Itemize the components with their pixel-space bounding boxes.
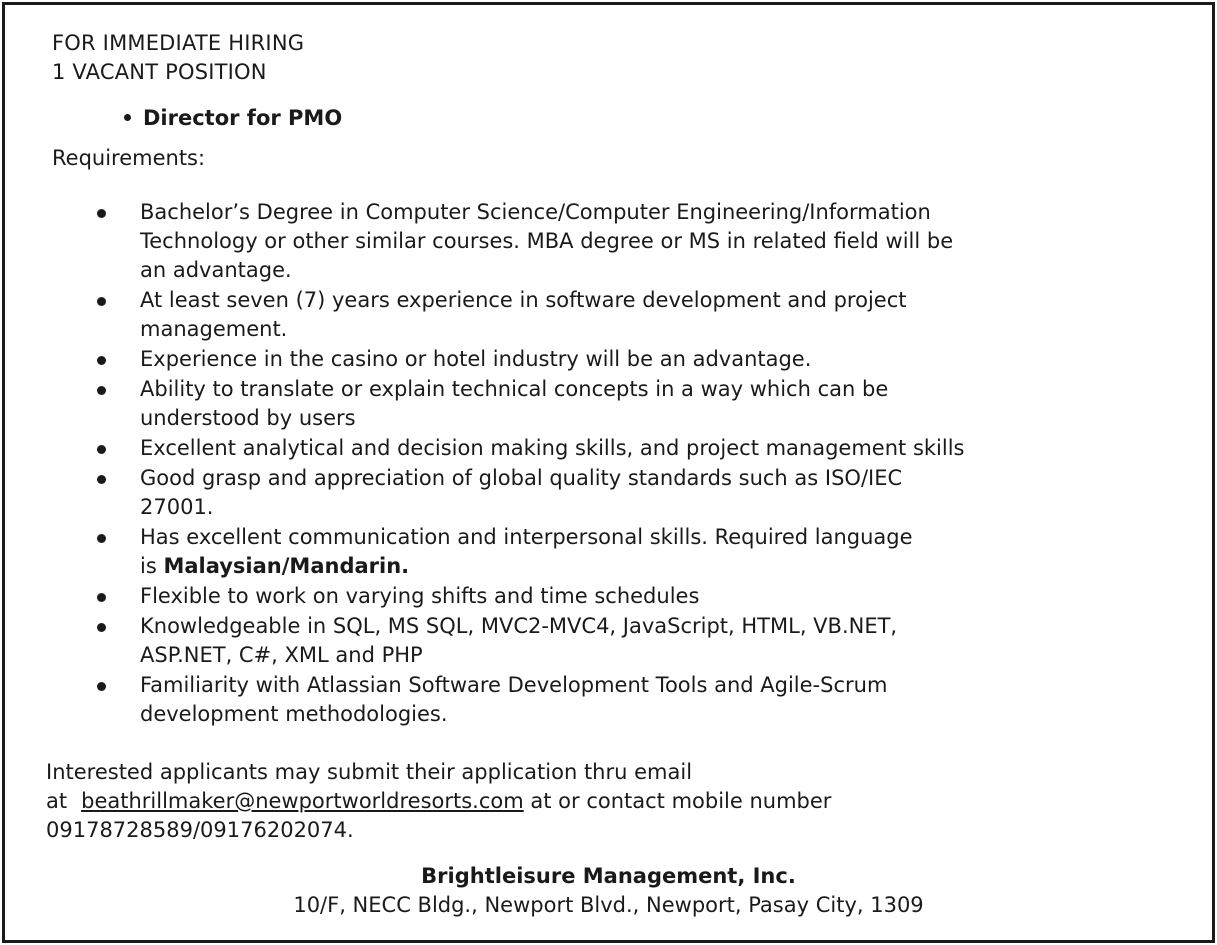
requirement-item	[0, 198, 1217, 285]
requirement-line: an advantage.	[140, 258, 292, 282]
requirement-line: Ability to translate or explain technical concepts in a way which can be	[140, 377, 889, 401]
requirements-list	[0, 198, 1217, 730]
contact-after-email: at or contact mobile number	[523, 789, 832, 813]
contact-info	[46, 758, 831, 845]
company-address: 10/F, NECC Bldg., Newport Blvd., Newport, Pasay City, 1309	[293, 893, 924, 917]
requirement-item	[0, 671, 1217, 729]
bullet-icon	[97, 623, 106, 632]
requirement-line: understood by users	[140, 406, 356, 430]
contact-at-label: at	[46, 789, 68, 813]
contact-phones: 09178728589/09176202074.	[46, 818, 354, 842]
bullet-icon	[97, 593, 106, 602]
requirement-item	[0, 464, 1217, 522]
requirement-item	[0, 612, 1217, 670]
bullet-icon	[97, 445, 106, 454]
required-language: Malaysian/Mandarin.	[163, 554, 410, 578]
requirement-line: Good grasp and appreciation of global quality standards such as ISO/IEC	[140, 466, 903, 490]
requirement-item	[0, 286, 1217, 344]
requirement-item	[0, 345, 1217, 374]
requirements-label: Requirements:	[52, 146, 206, 170]
requirement-line: development methodologies.	[140, 702, 448, 726]
requirement-line: management.	[140, 317, 288, 341]
bullet-icon	[97, 475, 106, 484]
contact-email-line	[46, 787, 831, 816]
requirement-line: Excellent analytical and decision making skills, and project management skills	[140, 436, 965, 460]
bullet-icon	[97, 534, 106, 543]
contact-intro: Interested applicants may submit their application thru email	[46, 760, 693, 784]
requirement-line: At least seven (7) years experience in software development and project	[140, 288, 907, 312]
requirement-item	[0, 582, 1217, 611]
requirement-line: Experience in the casino or hotel industry will be an advantage.	[140, 347, 812, 371]
bullet-icon	[124, 114, 131, 121]
bullet-icon	[97, 297, 106, 306]
requirement-line: Bachelor’s Degree in Computer Science/Computer Engineering/Information	[140, 200, 931, 224]
bullet-icon	[97, 682, 106, 691]
requirement-item	[0, 434, 1217, 463]
position-title	[124, 106, 342, 130]
requirement-line	[140, 552, 1187, 581]
hiring-heading: FOR IMMEDIATE HIRING	[52, 31, 305, 55]
requirement-line: Flexible to work on varying shifts and time schedules	[140, 584, 700, 608]
bullet-icon	[97, 209, 106, 218]
bullet-icon	[97, 356, 106, 365]
requirement-line: 27001.	[140, 495, 214, 519]
requirement-line: Technology or other similar courses. MBA degree or MS in related field will be	[140, 229, 954, 253]
email-link[interactable]: beathrillmaker@newportworldresorts.com	[81, 789, 524, 813]
requirement-line: Familiarity with Atlassian Software Development Tools and Agile-Scrum	[140, 673, 888, 697]
position-title-text: Director for PMO	[143, 106, 343, 130]
requirement-line-prefix: is	[140, 554, 164, 578]
requirement-line: Has excellent communication and interpersonal skills. Required language	[140, 525, 913, 549]
vacancy-count: 1 VACANT POSITION	[52, 60, 267, 84]
requirement-item	[0, 523, 1217, 581]
requirement-item	[0, 375, 1217, 433]
requirement-line: ASP.NET, C#, XML and PHP	[140, 643, 423, 667]
bullet-icon	[97, 386, 106, 395]
company-name: Brightleisure Management, Inc.	[421, 864, 796, 888]
requirement-line: Knowledgeable in SQL, MS SQL, MVC2-MVC4, JavaScript, HTML, VB.NET,	[140, 614, 898, 638]
